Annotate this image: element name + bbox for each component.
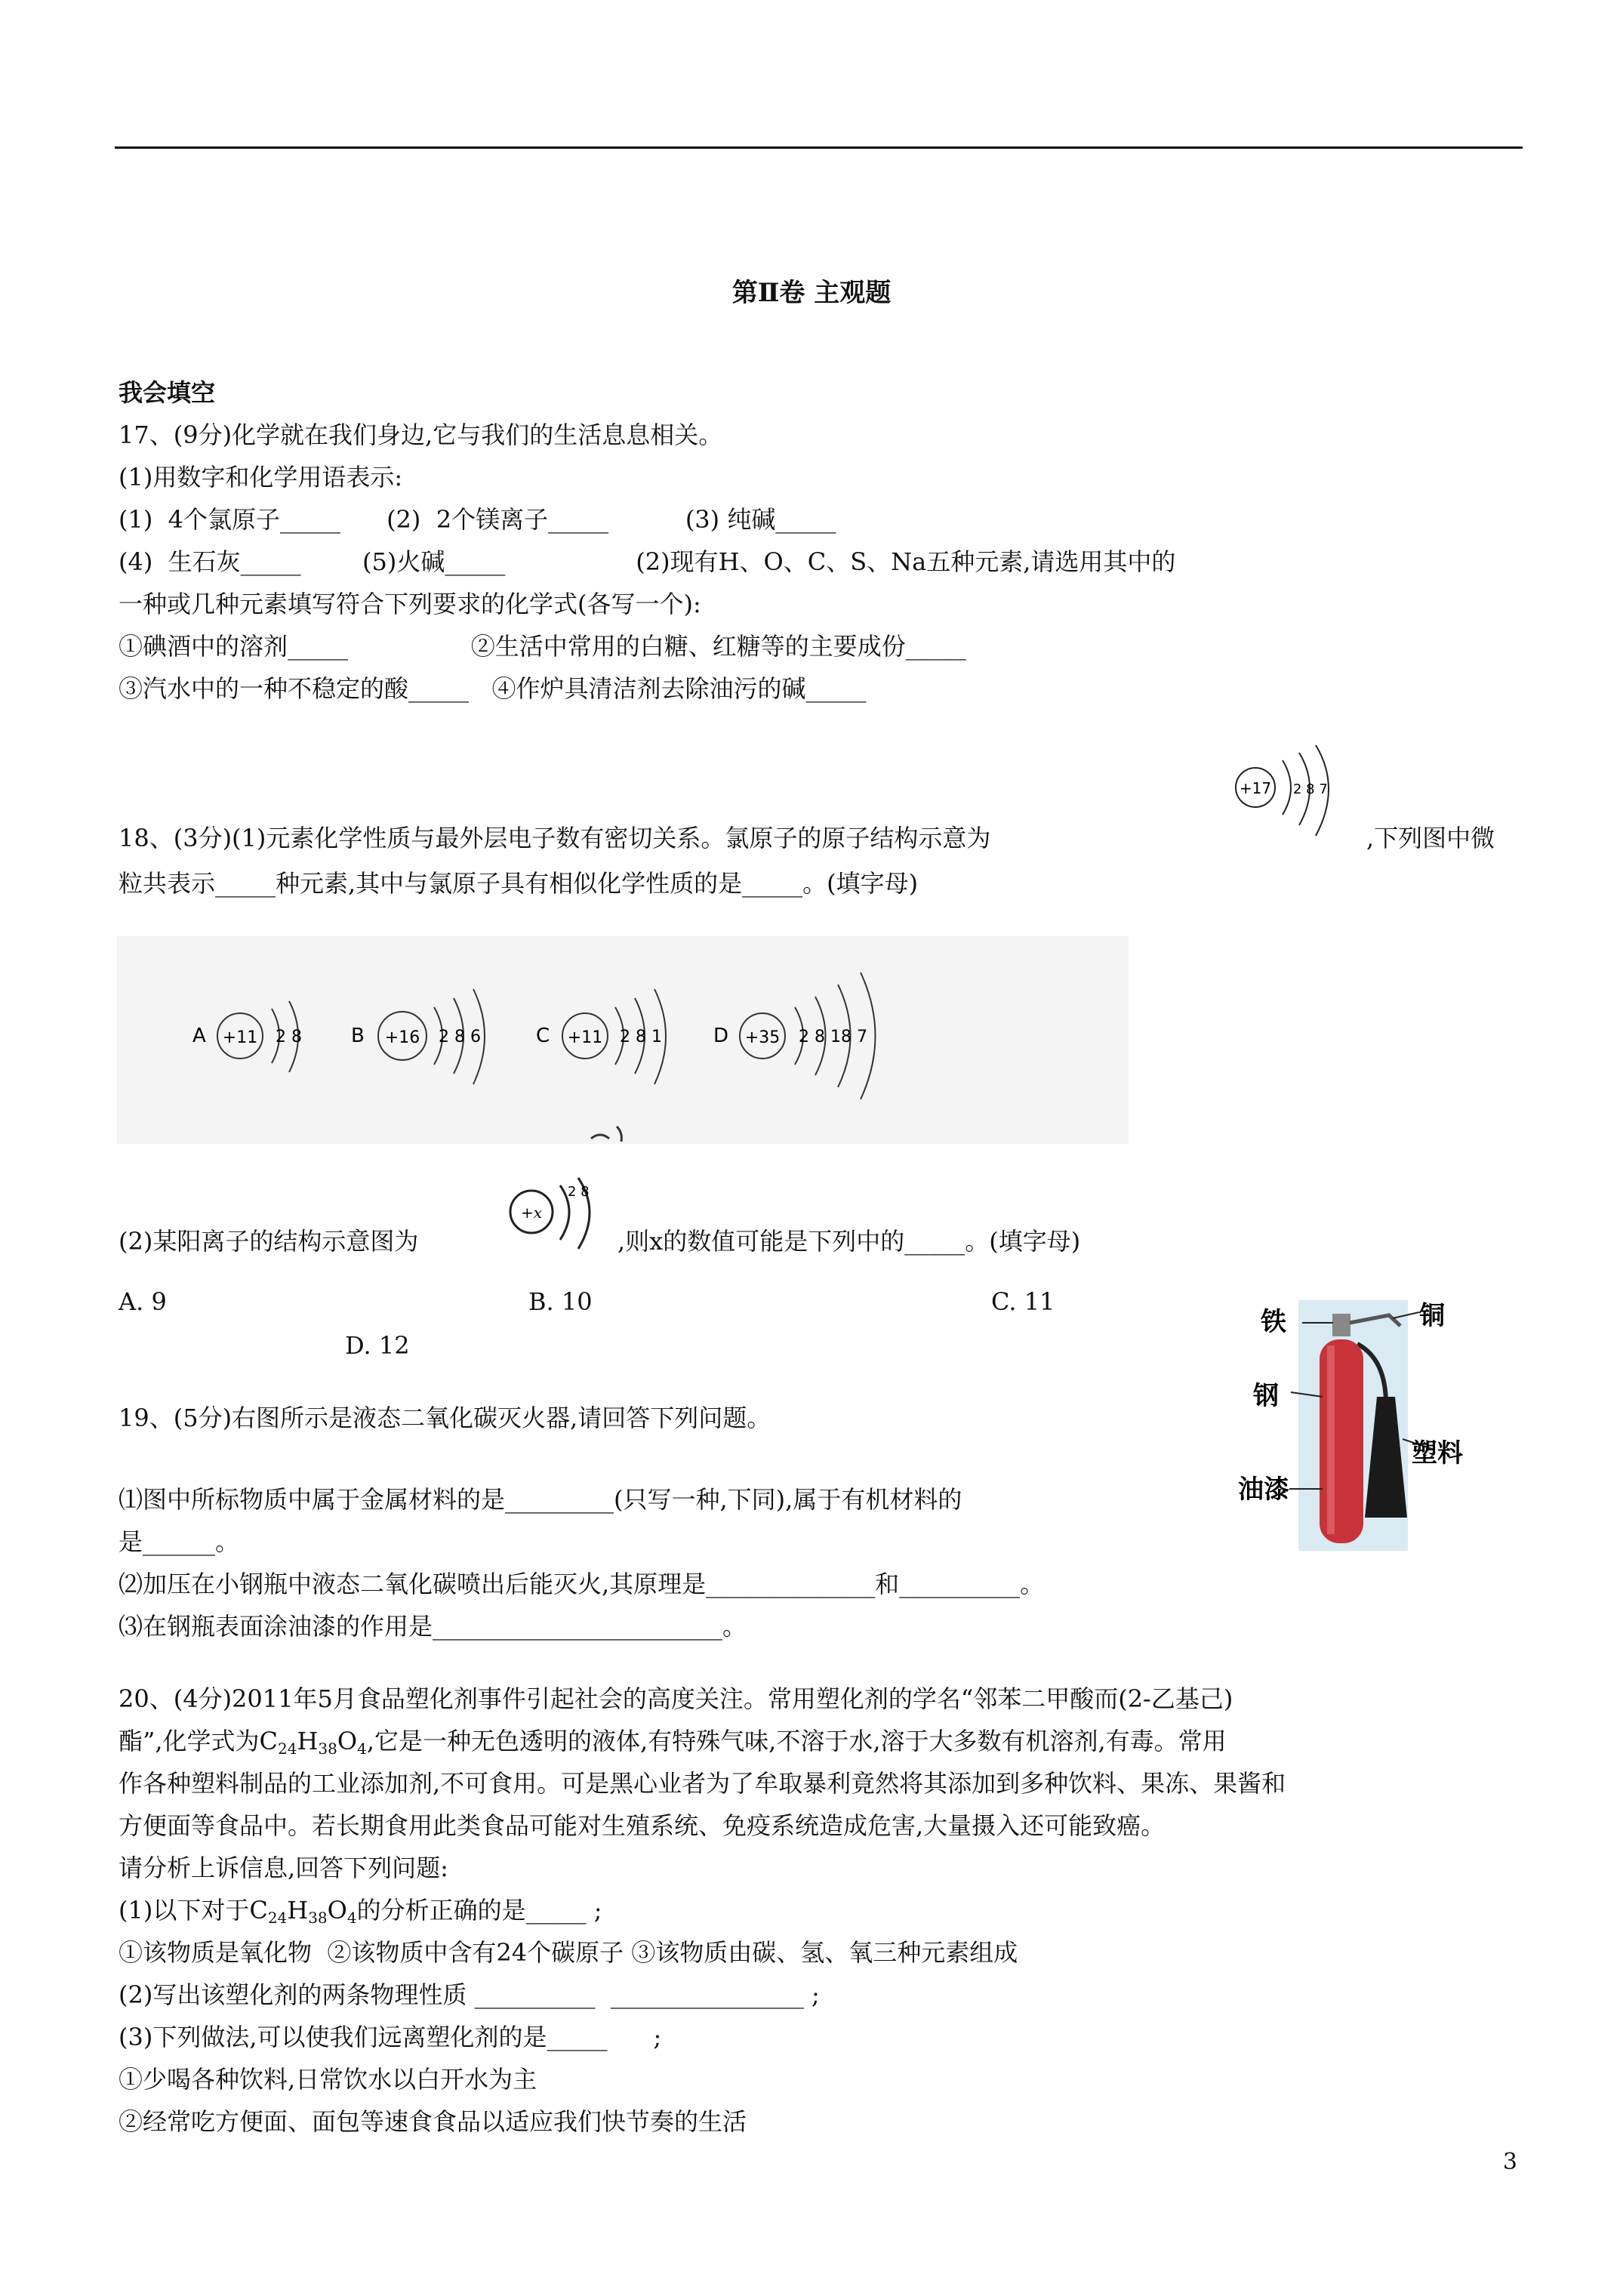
diagram-d-nucleus: +35	[744, 1028, 781, 1047]
diagram-c-letter: C	[536, 1025, 550, 1047]
q20-line4: 方便面等食品中。若长期食用此类食品可能对生殖系统、免疫系统造成危害,大量摄入还可能致癌。	[119, 1811, 1166, 1840]
header-rule	[115, 146, 1523, 149]
diagram-b-nucleus: +16	[384, 1028, 420, 1047]
chlorine-nucleus: +17	[1239, 779, 1272, 797]
q20-line5: 请分析上诉信息,回答下列问题:	[119, 1854, 448, 1882]
q20-line11: ②经常吃方便面、面包等速食食品以适应我们快节奏的生活	[119, 2107, 747, 2136]
diagram-d-shells: 2 8 18 7	[799, 1028, 867, 1046]
chlorine-atom-diagram	[1227, 744, 1359, 849]
diagram-c-shells: 2 8 1	[620, 1028, 662, 1046]
diagram-b-shells: 2 8 6	[439, 1028, 481, 1046]
option-d: D. 12	[345, 1331, 410, 1360]
q20-line9: (3)下列做法,可以使我们远离塑化剂的是_____ ;	[119, 2023, 662, 2051]
option-b: B. 10	[528, 1287, 593, 1316]
q19-stem: 19、(5分)右图所示是液态二氧化碳灭火器,请回答下列问题。	[119, 1404, 771, 1432]
diagram-a-nucleus: +11	[222, 1028, 258, 1047]
atomic-diagrams-figure	[117, 936, 1129, 1155]
q20-line7: ①该物质是氧化物 ②该物质中含有24个碳原子 ③该物质由碳、氢、氧三种元素组成	[119, 1938, 1018, 1967]
q17-part1: (1)用数字和化学用语表示:	[119, 463, 403, 492]
chlorine-shells: 2 8 7	[1293, 781, 1328, 797]
cation-nucleus: +x	[520, 1203, 543, 1222]
label-copper: 铜	[1419, 1301, 1445, 1331]
q20-line6: (1)以下对于$C_{24}H_{38}O_4$的分析正确的是_____ ;	[119, 1896, 602, 1927]
label-plastic: 塑料	[1412, 1438, 1463, 1469]
diagram-a-shells: 2 8	[276, 1028, 302, 1046]
q18-line1: 18、(3分)(1)元素化学性质与最外层电子数有密切关系。氯原子的原子结构示意为	[119, 824, 991, 852]
label-iron: 铁	[1261, 1307, 1286, 1337]
q17-row2: (4) 生石灰_____ (5)火碱_____ (2)现有H、O、C、S、Na五种元素,请选用其中的	[119, 547, 1176, 576]
fire-extinguisher-figure	[1238, 1291, 1517, 1555]
q17-row4: ①碘酒中的溶剂_____ ②生活中常用的白糖、红糖等的主要成份_____	[119, 632, 966, 661]
q18-line1-tail: ,下列图中微	[1366, 824, 1495, 852]
q17-stem: 17、(9分)化学就在我们身边,它与我们的生活息息相关。	[119, 421, 723, 449]
q20-line3: 作各种塑料制品的工业添加剂,不可食用。可是黑心业者为了牟取暴利竟然将其添加到多种饮料、果冻、果酱和	[119, 1769, 1286, 1798]
q18-line2: 粒共表示_____种元素,其中与氯原子具有相似化学性质的是_____。(填字母)	[119, 869, 919, 898]
formula-sub-38: 38	[318, 1740, 337, 1758]
q19-line4: ⑶在钢瓶表面涂油漆的作用是________________________。	[119, 1612, 747, 1641]
q20-line1: 20、(4分)2011年5月食品塑化剂事件引起社会的高度关注。常用塑化剂的学名“邻苯二甲酸而(2-乙基己)	[119, 1684, 1233, 1713]
q20-line8: (2)写出该塑化剂的两条物理性质 __________ ________________ ;	[119, 1980, 820, 2009]
q19-line3: ⑵加压在小钢瓶中液态二氧化碳喷出后能灭火,其原理是______________和__________。	[119, 1570, 1045, 1598]
diagram-c-nucleus: +11	[567, 1028, 603, 1047]
cation-shells: 2 8	[568, 1184, 590, 1200]
option-c: C. 11	[991, 1287, 1055, 1316]
q17-row5: ③汽水中的一种不稳定的酸_____ ④作炉具清洁剂去除油污的碱_____	[119, 674, 867, 703]
q18-part2-after: ,则x的数值可能是下列中的_____。(填字母)	[617, 1227, 1081, 1256]
label-paint: 油漆	[1238, 1475, 1289, 1505]
fill-in-heading: 我会填空	[119, 378, 216, 407]
q19-line1: ⑴图中所标物质中属于金属材料的是_________(只写一种,下同),属于有机材料的	[119, 1485, 962, 1514]
q18-part2-before: (2)某阳离子的结构示意图为	[119, 1227, 419, 1256]
formula-sub-4: 4	[357, 1740, 367, 1758]
diagram-a-letter: A	[192, 1025, 206, 1047]
option-a: A. 9	[119, 1287, 167, 1316]
q20-line2: 酯”,化学式为$C_{24}H_{38}O_4$,它是一种无色透明的液体,有特殊气味,不溶于水,溶于大多数有机溶剂,有毒。常用	[119, 1727, 1227, 1758]
label-steel: 钢	[1253, 1381, 1279, 1411]
q17-row1: (1) 4个氯原子_____ (2) 2个镁离子_____ (3) 纯碱_____	[119, 505, 836, 534]
formula-sub-24: 24	[278, 1740, 297, 1758]
cation-diagram	[500, 1170, 613, 1261]
extinguisher-cylinder	[1320, 1339, 1363, 1543]
q20-line10: ①少喝各种饮料,日常饮水以白开水为主	[119, 2065, 537, 2094]
section-title: 第Ⅱ卷 主观题	[731, 278, 892, 308]
q17-row3: 一种或几种元素填写符合下列要求的化学式(各写一个):	[119, 590, 701, 618]
q19-line2: 是______。	[119, 1527, 240, 1556]
diagram-b-letter: B	[351, 1025, 365, 1047]
page-number: 3	[1502, 2149, 1517, 2175]
diagram-d-letter: D	[713, 1025, 729, 1047]
